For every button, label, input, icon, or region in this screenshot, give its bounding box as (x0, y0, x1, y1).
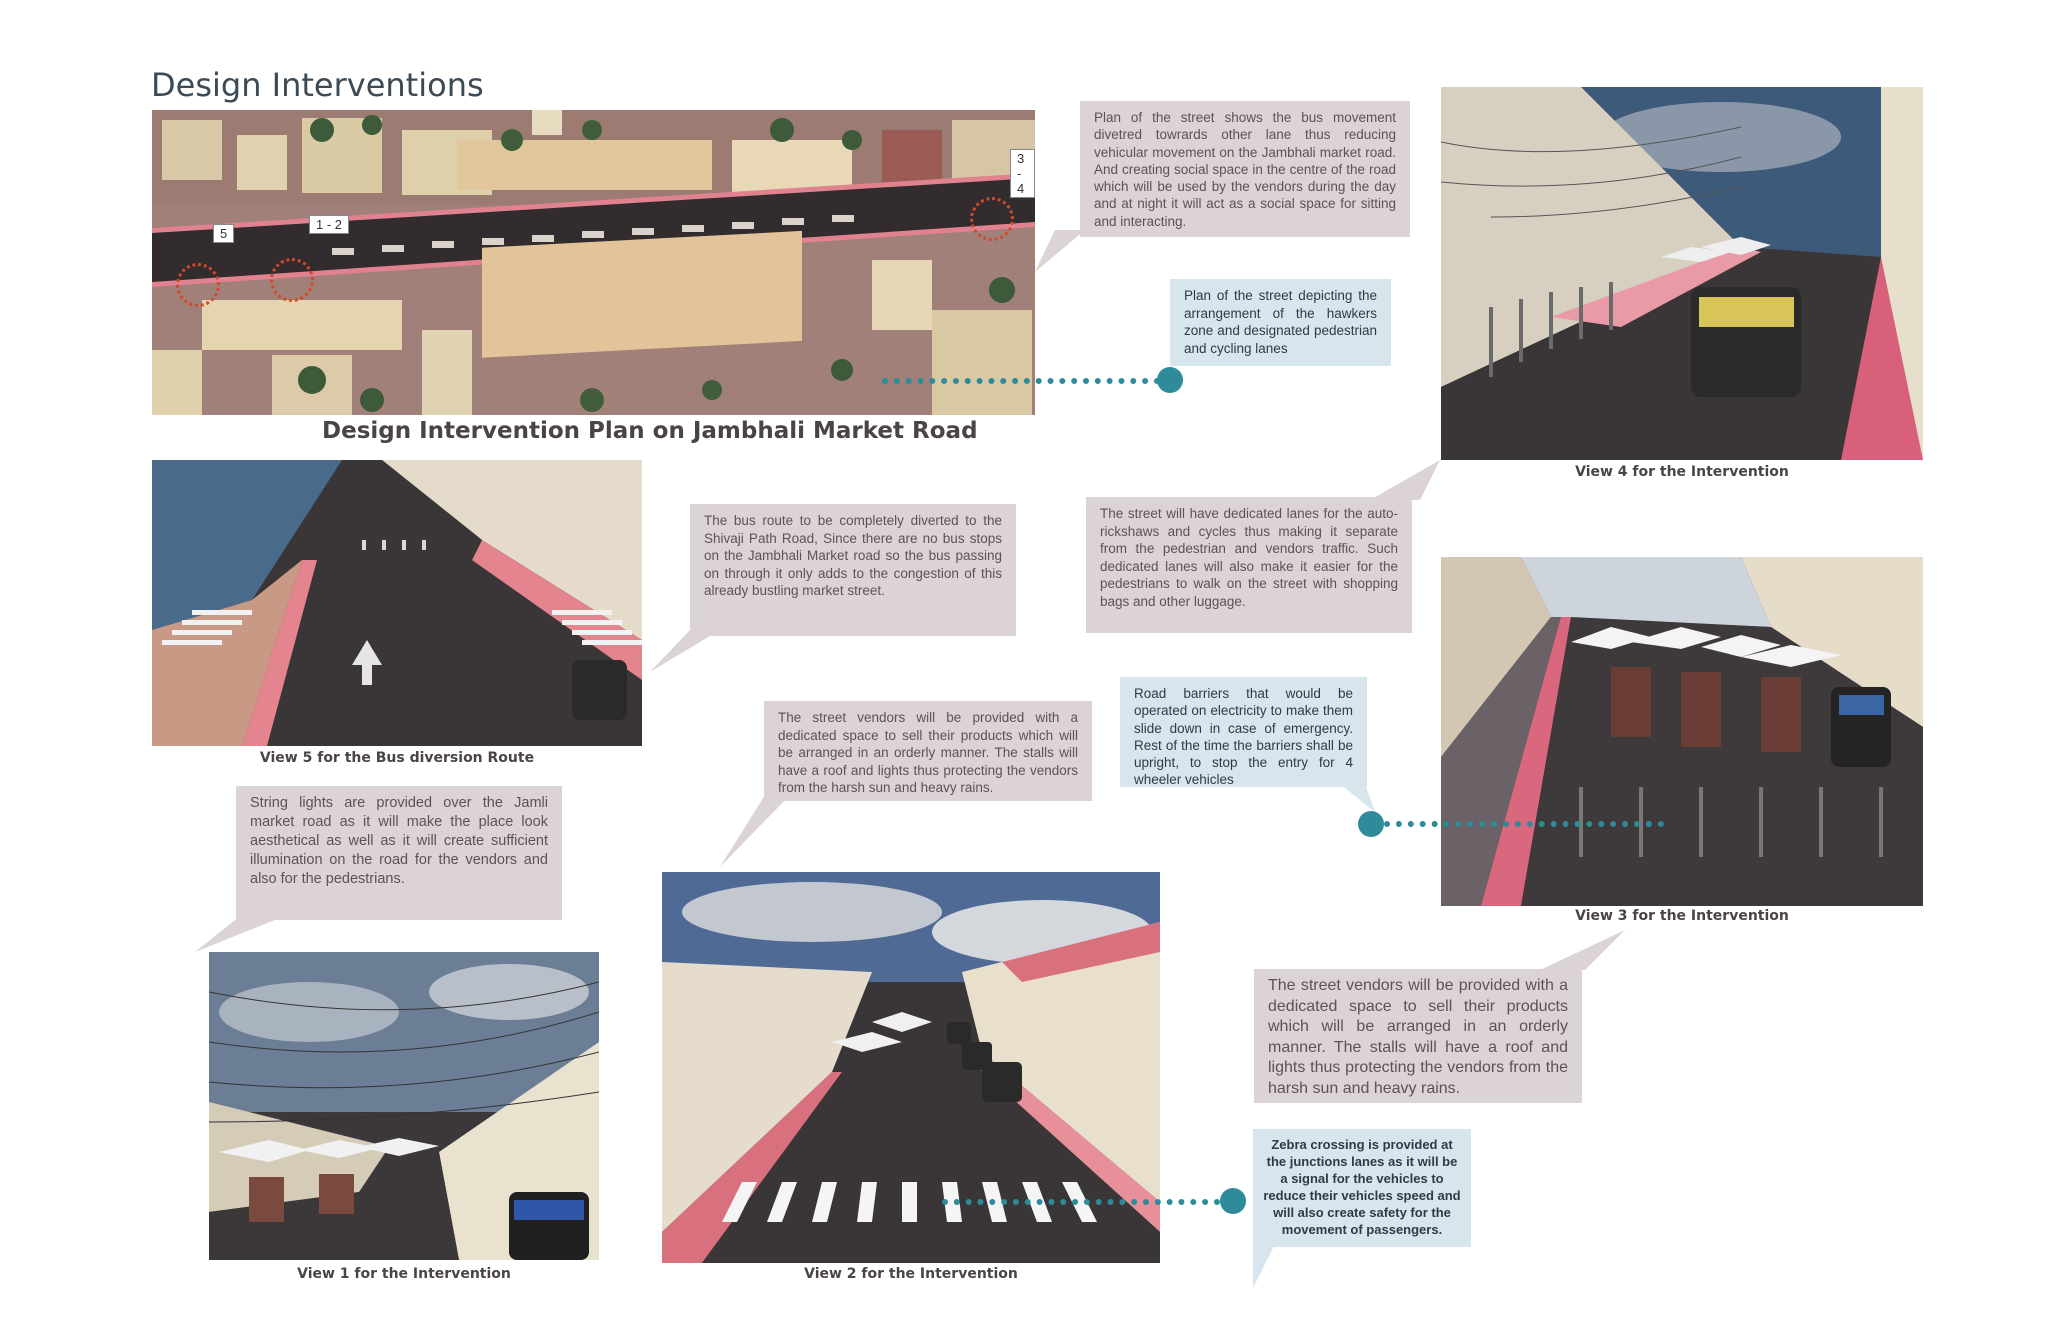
note-plan-bus-movement: Plan of the street shows the bus movement divetred towrards other lane thus reducing vehicular movement on the Jambhali market road. And creating social space in the centre of the road which will be used by the vendors during the day and at night it will act as a social space for sitting and interacting. (1080, 101, 1410, 237)
plan-label-1-2: 1 - 2 (309, 215, 349, 234)
note-bus-route-pointer (645, 630, 725, 675)
note-zebra-crossing: Zebra crossing is provided at the junctions lanes as it will be a signal for the vehicles to reduce their vehicles speed and will also create safety for the movement of passengers. (1253, 1129, 1471, 1247)
plan-marker-3-4 (970, 197, 1014, 241)
note-street-vendors-pointer (715, 795, 795, 870)
barriers-connector-dot (1358, 811, 1384, 837)
note-street-vendors-large: The street vendors will be provided with a dedicated space to sell their products which will be arranged in an orderly manner. The stalls will have a roof and lights thus protecting the vendors from the harsh sun and heavy rains. (1254, 969, 1582, 1103)
zebra-connector-line (942, 1199, 1232, 1205)
plan-marker-5 (176, 263, 220, 307)
note-dedicated-lanes-pointer (1370, 460, 1450, 502)
note-dedicated-lanes: The street will have dedicated lanes for the auto-rickshaws and cycles thus making it separate from the pedestrian and vendors traffic. Such dedicated lanes will also make it easier for the pedestrians to walk on the street with shopping bags and other luggage. (1086, 497, 1412, 633)
view-1-image (209, 952, 599, 1260)
view-2-caption: View 2 for the Intervention (804, 1266, 1018, 1282)
plan-label-3-4: 3 - 4 (1010, 149, 1035, 198)
hawkers-connector-dot (1157, 367, 1183, 393)
note-road-barriers: Road barriers that would be operated on electricity to make them slide down in case of emergency. Rest of the time the barriers shall be upright, to stop the entry for 4 wheeler vehicles (1120, 677, 1367, 787)
plan-label-5: 5 (213, 224, 234, 243)
view-4-image (1441, 87, 1923, 460)
view-4-caption: View 4 for the Intervention (1575, 464, 1789, 480)
note-street-vendors-large-pointer (1540, 930, 1630, 972)
view-3-caption: View 3 for the Intervention (1575, 908, 1789, 924)
view-3-image (1441, 557, 1923, 906)
note-road-barriers-pointer (1340, 784, 1380, 814)
hawkers-connector-line (882, 378, 1172, 384)
site-plan-image (152, 110, 1035, 415)
view-1-caption: View 1 for the Intervention (297, 1266, 511, 1282)
plan-caption: Design Intervention Plan on Jambhali Market Road (322, 418, 978, 444)
page-title: Design Interventions (151, 66, 484, 104)
view-5-image (152, 460, 642, 746)
note-zebra-pointer (1253, 1244, 1283, 1290)
note-street-vendors-stalls: The street vendors will be provided with a dedicated space to sell their products which will be arranged in an orderly manner. The stalls will have a roof and lights thus protecting the vendors from the harsh sun and heavy rains. (764, 701, 1092, 801)
barriers-connector-line (1384, 821, 1664, 827)
note-plan-bus-pointer (1030, 230, 1090, 275)
note-bus-route: The bus route to be completely diverted to the Shivaji Path Road, Since there are no bus stops on the Jambhali Market road so the bus passing on through it only adds to the congestion of this already bustling market street. (690, 504, 1016, 636)
note-plan-hawkers: Plan of the street depicting the arrangement of the hawkers zone and designated pedestrian and cycling lanes (1170, 279, 1391, 366)
view-5-caption: View 5 for the Bus diversion Route (259, 750, 535, 766)
plan-marker-1-2 (270, 258, 314, 302)
note-string-lights: String lights are provided over the Jamli market road as it will make the place look aesthetical as well as it will create sufficient illumination on the road for the vendors and also for the pedestrians. (236, 786, 562, 920)
note-string-lights-pointer (190, 916, 290, 954)
zebra-connector-dot (1220, 1188, 1246, 1214)
